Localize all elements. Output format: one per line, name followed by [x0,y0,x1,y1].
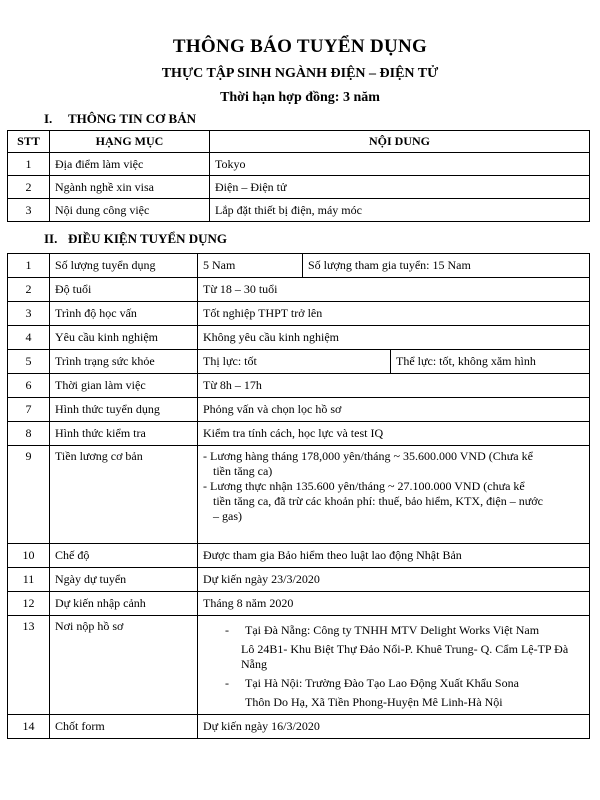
salary-details [198,446,590,544]
basic-info-table [7,130,590,222]
row-stt: 10 [8,544,50,568]
row-item: Yêu cầu kinh nghiệm [50,326,198,350]
table-row [8,422,590,446]
row-content: Dự kiến ngày 23/3/2020 [198,568,590,592]
header-content: NỘI DUNG [210,131,590,153]
row-stt: 14 [8,715,50,739]
table-row [8,715,590,739]
row-stt: 1 [8,254,50,278]
salary-line: – gas) [213,509,242,523]
row-item: Chốt form [50,715,198,739]
row-content: Được tham gia Bảo hiểm theo luật lao động Nhật Bản [198,544,590,568]
table-row [8,446,590,544]
row-content: Không yêu cầu kinh nghiệm [198,326,590,350]
row-item: Chế độ [50,544,198,568]
row-stt: 12 [8,592,50,616]
row-item: Nội dung công việc [50,199,210,222]
row-item: Tiền lương cơ bản [50,446,198,544]
hanoi-label: Tại Hà Nội: Trường Đào Tạo Lao Động Xuất Khẩu Sona [245,676,519,690]
contract-duration: Thời hạn hợp đồng: 3 năm [220,90,380,105]
section-2-number: II. [44,231,58,246]
row-content: 5 Nam [198,254,303,278]
table-row [8,254,590,278]
row-stt: 4 [8,326,50,350]
row-item: Dự kiến nhập cảnh [50,592,198,616]
table-row [8,176,590,199]
row-stt: 5 [8,350,50,374]
row-extra: Số lượng tham gia tuyển: 15 Nam [303,254,590,278]
row-content: Lắp đặt thiết bị điện, máy móc [210,199,590,222]
hanoi-address: Thôn Do Hạ, Xã Tiền Phong-Huyện Mê Linh-Hà Nội [245,695,503,709]
row-item: Trình trạng sức khỏe [50,350,198,374]
section-2-title: ĐIỀU KIỆN TUYỂN DỤNG [68,231,228,246]
table-row [8,153,590,176]
page-title: THÔNG BÁO TUYỂN DỤNG [172,36,428,57]
row-content: Thị lực: tốt [198,350,391,374]
section-1-title: THÔNG TIN CƠ BẢN [68,111,196,126]
row-stt: 3 [8,199,50,222]
row-stt: 6 [8,374,50,398]
salary-line: tiền tăng ca, đã trừ các khoản phí: thuế, bảo hiểm, KTX, điện – nước [213,494,543,508]
table-header-row [8,131,590,153]
section-2-heading [44,231,227,247]
row-stt: 13 [8,616,50,715]
table-row [8,326,590,350]
salary-line: tiền tăng ca) [213,464,273,478]
row-stt: 2 [8,176,50,199]
row-stt: 9 [8,446,50,544]
row-stt: 11 [8,568,50,592]
row-item: Số lượng tuyển dụng [50,254,198,278]
row-item: Độ tuổi [50,278,198,302]
table-row [8,350,590,374]
table-row [8,199,590,222]
recruitment-conditions-table [7,253,590,739]
danang-address: Lô 24B1- Khu Biệt Thự Đảo Nổi-P. Khuê Trung- Q. Cẩm Lệ-TP Đà Nẵng [241,642,569,671]
bullet-dash: - [225,623,229,637]
table-row [8,398,590,422]
row-extra: Thể lực: tốt, không xăm hình [391,350,590,374]
row-content: Từ 18 – 30 tuổi [198,278,590,302]
section-1-heading [44,111,196,127]
row-content: Tốt nghiệp THPT trở lên [198,302,590,326]
row-stt: 7 [8,398,50,422]
hanoi-location [203,676,584,691]
row-content: Phỏng vấn và chọn lọc hồ sơ [198,398,590,422]
row-item: Địa điểm làm việc [50,153,210,176]
row-item: Nơi nộp hồ sơ [50,616,198,715]
table-row [8,302,590,326]
table-row [8,374,590,398]
row-item: Ngành nghề xin visa [50,176,210,199]
row-stt: 2 [8,278,50,302]
row-stt: 1 [8,153,50,176]
row-stt: 3 [8,302,50,326]
danang-label: Tại Đà Nẵng: Công ty TNHH MTV Delight Works Việt Nam [245,623,540,637]
table-row [8,568,590,592]
row-item: Trình độ học vấn [50,302,198,326]
bullet-dash: - [225,676,229,690]
submission-locations [198,616,590,715]
row-item: Hình thức kiểm tra [50,422,198,446]
table-row [8,544,590,568]
row-content: Tokyo [210,153,590,176]
danang-location [203,623,584,638]
row-content: Dự kiến ngày 16/3/2020 [198,715,590,739]
page-subtitle: THỰC TẬP SINH NGÀNH ĐIỆN – ĐIỆN TỬ [161,66,439,81]
row-stt: 8 [8,422,50,446]
row-content: Kiểm tra tính cách, học lực và test IQ [198,422,590,446]
row-item: Thời gian làm việc [50,374,198,398]
section-1-number: I. [44,111,53,126]
row-content: Từ 8h – 17h [198,374,590,398]
row-item: Hình thức tuyển dụng [50,398,198,422]
table-row [8,278,590,302]
salary-line: - Lương thực nhận 135.600 yên/tháng ~ 27.100.000 VND (chưa kể [203,479,525,493]
row-content: Điện – Điện tử [210,176,590,199]
header-stt: STT [8,131,50,153]
table-row [8,616,590,715]
salary-line: - Lương hàng tháng 178,000 yên/tháng ~ 35.600.000 VND (Chưa kể [203,449,533,463]
table-row [8,592,590,616]
row-item: Ngày dự tuyển [50,568,198,592]
header-item: HẠNG MỤC [50,131,210,153]
row-content: Tháng 8 năm 2020 [198,592,590,616]
